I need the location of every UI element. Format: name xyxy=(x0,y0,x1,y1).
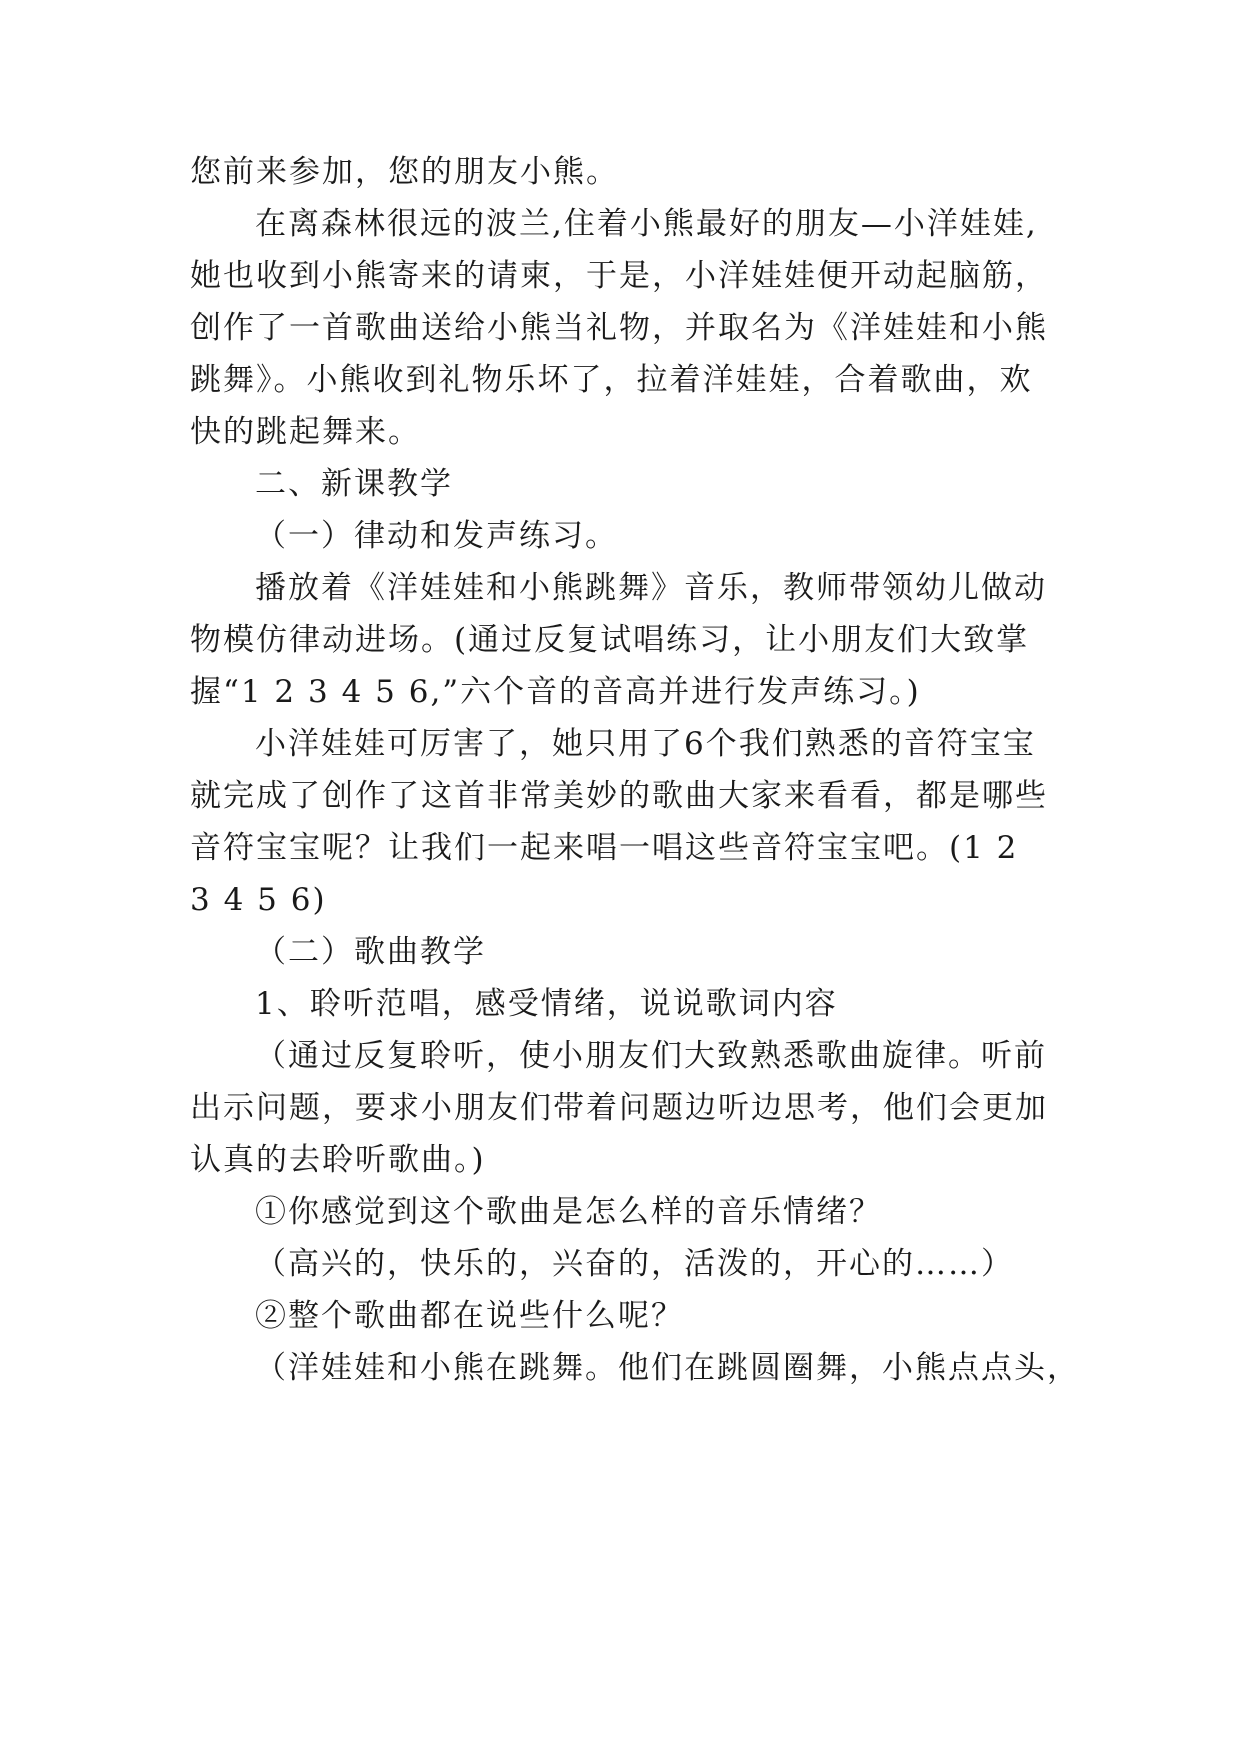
text-line-14: 音符宝宝呢？让我们一起来唱一唱这些音符宝宝吧。(1 2 xyxy=(190,830,1019,866)
text-line-4: 创作了一首歌曲送给小熊当礼物，并取名为《洋娃娃和小熊 xyxy=(190,310,1048,346)
subheading-song-teaching: （二）歌曲教学 xyxy=(255,934,486,970)
text-line-1: 您前来参加，您的朋友小熊。 xyxy=(190,154,619,190)
text-line-11: 握“1 2 3 4 5 6,”六个音的音高并进行发声练习。) xyxy=(190,674,921,710)
answer-2: （洋娃娃和小熊在跳舞。他们在跳圆圈舞，小熊点点头， xyxy=(255,1350,1080,1386)
text-line-17: 1、聆听范唱，感受情绪，说说歌词内容 xyxy=(255,986,838,1022)
text-line-13: 就完成了创作了这首非常美妙的歌曲大家来看看，都是哪些 xyxy=(190,778,1048,814)
question-1: ①你感觉到这个歌曲是怎么样的音乐情绪？ xyxy=(255,1194,882,1230)
text-line-6: 快的跳起舞来。 xyxy=(190,414,421,450)
text-line-9: 播放着《洋娃娃和小熊跳舞》音乐，教师带领幼儿做动 xyxy=(255,570,1047,606)
section-heading-new-lesson: 二、新课教学 xyxy=(255,466,453,502)
subheading-rhythm-practice: （一）律动和发声练习。 xyxy=(255,518,618,554)
text-line-18: （通过反复聆听，使小朋友们大致熟悉歌曲旋律。听前 xyxy=(255,1038,1047,1074)
question-2: ②整个歌曲都在说些什么呢？ xyxy=(255,1298,684,1334)
answer-1: （高兴的，快乐的，兴奋的，活泼的，开心的……） xyxy=(255,1246,1014,1282)
text-line-2: 在离森林很远的波兰,住着小熊最好的朋友—小洋娃娃, xyxy=(255,206,1038,242)
text-line-10: 物模仿律动进场。(通过反复试唱练习，让小朋友们大致掌 xyxy=(190,622,1030,658)
text-line-3: 她也收到小熊寄来的请柬，于是，小洋娃娃便开动起脑筋， xyxy=(190,258,1048,294)
text-line-12: 小洋娃娃可厉害了，她只用了6个我们熟悉的音符宝宝 xyxy=(255,726,1036,762)
text-line-19: 出示问题，要求小朋友们带着问题边听边思考，他们会更加 xyxy=(190,1090,1048,1126)
text-line-20: 认真的去聆听歌曲。) xyxy=(190,1142,486,1178)
text-line-15: 3 4 5 6) xyxy=(190,882,327,918)
text-line-5: 跳舞》。小熊收到礼物乐坏了，拉着洋娃娃，合着歌曲，欢 xyxy=(190,362,1033,398)
